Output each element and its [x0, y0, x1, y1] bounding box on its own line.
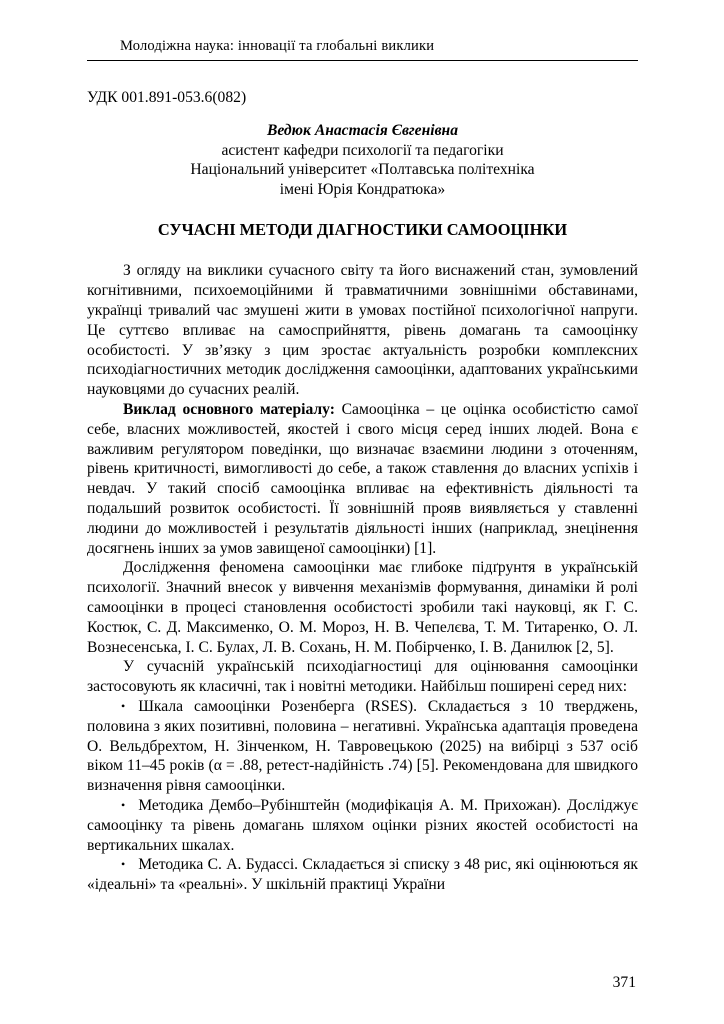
author-name: Ведюк Анастасія Євгенівна [266, 121, 459, 139]
list-item [87, 697, 638, 796]
paragraph-intro: З огляду на виклики сучасного світу та його виснажений стан, зумовлений когнітивними, психоемоційними й травматичними зовнішніми обставинами, українці тривалий час змушені жити в умовах постійної психологічної напруги. Це суттєво впливає на самосприйняття, рівень домагань та самооцінку особистості. У зв’язку з цим зростає актуальність розробки комплексних психодіагностичних методик дослідження самооцінки, адаптованих українськими науковцями до сучасних реалій. [87, 262, 638, 399]
list-item-text: Шкала самооцінки Розенберга (RSES). Складається з 10 тверджень, половина з яких позитивні, половина – негативні. Українська адаптація проведена О. Вельдбрехтом, Н. Зінченком, Н. Тавровецькою (2025) на вибірці з 537 осіб віком 11–45 років (α = .88, ретест-надійність .74) [5]. Рекомендована для швидкого визначення рівня самооцінки. [87, 698, 638, 795]
running-head: Молодіжна наука: інновації та глобальні виклики [120, 38, 435, 54]
list-item [87, 796, 638, 855]
paragraph-main-material [87, 400, 638, 558]
udc-code: УДК 001.891-053.6(082) [87, 89, 247, 106]
article-body [87, 88, 638, 895]
paragraph-researchers: Дослідження феномена самооцінки має глибоке підґрунтя в українській психології. Значний внесок у вивчення механізмів формування, динаміки й ролі самооцінки в процесі становлення особистості зробили такі науковці, як Г. С. Костюк, С. Д. Максименко, О. М. Мороз, Н. В. Чепелєва, Т. М. Титаренко, О. Л. Вознесенська, І. С. Булах, Л. В. Сохань, Н. М. Побірченко, І. В. Данилюк [2, 5]. [87, 559, 638, 656]
list-item [87, 855, 638, 895]
list-item-text: Методика Дембо–Рубінштейн (модифікація А. М. Прихожан). Досліджує самооцінку та рівень домагань шляхом оцінки різних якостей особистості на вертикальних шкалах. [87, 797, 638, 854]
list-item-text: Методика С. А. Будассі. Складається зі списку з 48 рис, які оцінюються як «ідеальні» та «реальні». У шкільній практиці України [87, 856, 638, 894]
paragraph-methods-intro: У сучасній українській психодіагностиці для оцінювання самооцінки застосовують як класичні, так і новітні методики. Найбільш поширені серед них: [87, 658, 638, 696]
author-affiliation-line-1: Національний університет «Полтавська політехніка [190, 161, 535, 179]
page-header [87, 38, 638, 61]
article-title: СУЧАСНІ МЕТОДИ ДІАГНОСТИКИ САМООЦІНКИ [157, 219, 568, 239]
paragraph-lead-text: Самооцінка – це оцінка особистістю самої себе, власних можливостей, якостей і свого місця серед інших людей. Вона є важливим регулятором поведінки, що визначає взаємини людини з оточенням, рівень критичності, вимогливості до себе, а також ставлення до власних успіхів і невдач. У такий спосіб самооцінка впливає на ефективність діяльності та подальший розвиток особистості. Її зовнішній прояв виявляється у ставленні людини до можливостей і результатів діяльності інших (наприклад, знецінення досягнень інших за умов завищеної самооцінки) [1]. [87, 401, 638, 557]
author-affiliation-line-2: імені Юрія Кондратюка» [279, 181, 446, 199]
page-number: 371 [612, 974, 636, 991]
author-position: асистент кафедри психології та педагогіки [221, 141, 504, 159]
header-rule [87, 60, 638, 61]
bullet-icon: • [121, 857, 126, 872]
bullet-icon: • [121, 798, 126, 812]
methods-list [87, 697, 638, 895]
paragraph-lead-label: Виклад основного матеріалу: [123, 401, 335, 419]
bullet-icon: • [121, 699, 126, 714]
